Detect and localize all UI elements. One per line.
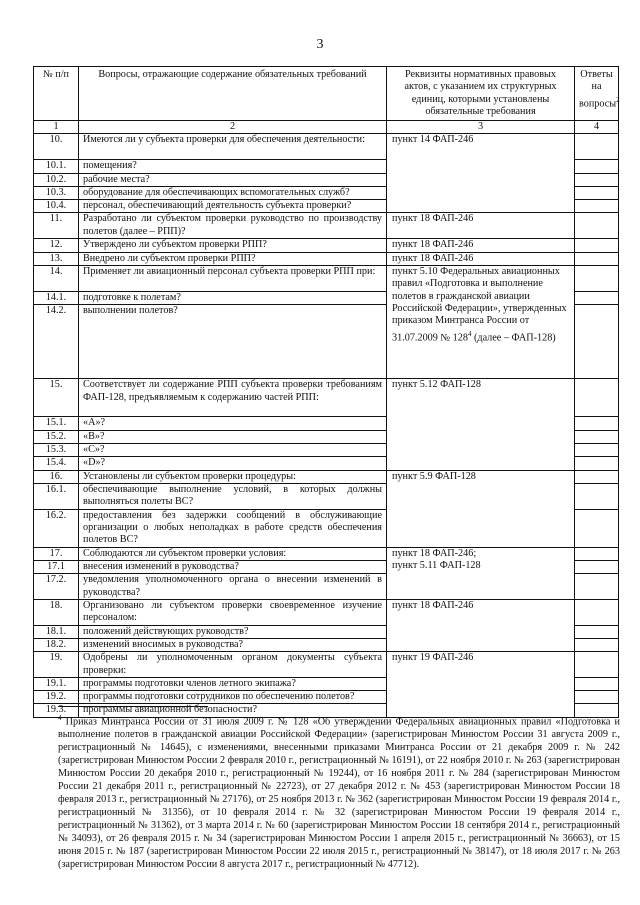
row-number: 15.4. — [34, 457, 79, 470]
row-number: 15.3. — [34, 443, 79, 456]
answer-cell[interactable] — [575, 430, 619, 443]
row-reference — [387, 652, 575, 717]
answer-cell[interactable] — [575, 638, 619, 651]
row-number: 14.2. — [34, 305, 79, 379]
answer-cell[interactable] — [575, 305, 619, 379]
row-question: «A»? — [79, 417, 387, 430]
row-number: 17.2. — [34, 574, 79, 600]
row-number: 10.1. — [34, 160, 79, 173]
answer-cell[interactable] — [575, 483, 619, 509]
reference-text: пункт 14 ФАП-246 — [392, 134, 474, 146]
row-reference — [387, 266, 575, 379]
header-answer-sup: 2 — [616, 95, 620, 104]
answer-cell[interactable] — [575, 600, 619, 626]
row-number: 13. — [34, 252, 79, 265]
row-number: 10.4. — [34, 200, 79, 213]
answer-cell[interactable] — [575, 213, 619, 239]
reference-text: пункт 18 ФАП-246 — [392, 213, 474, 225]
row-reference — [387, 239, 575, 252]
header-num: № п/п — [34, 67, 79, 121]
row-number: 10. — [34, 134, 79, 160]
table-row — [34, 470, 619, 483]
index-cell: 3 — [387, 121, 575, 134]
index-cell: 4 — [575, 121, 619, 134]
row-number: 19. — [34, 652, 79, 678]
row-number: 16.2. — [34, 509, 79, 547]
row-number: 19.3. — [34, 704, 79, 717]
row-question: Одобрены ли уполномоченным органом документы субъекта проверки: — [79, 652, 387, 678]
answer-cell[interactable] — [575, 266, 619, 292]
row-number: 14. — [34, 266, 79, 292]
row-question: Установлены ли субъектом проверки процедуры: — [79, 470, 387, 483]
row-question: «C»? — [79, 443, 387, 456]
reference-text: пункт 18 ФАП-246; — [392, 547, 477, 559]
row-question: Соответствует ли содержание РПП субъекта проверки требованиям ФАП-128, предъявляемым к содержанию частей РПП: — [79, 379, 387, 417]
row-question: обеспечивающие выполнение условий, в которых должны выполняться полеты ВС? — [79, 483, 387, 509]
row-question: программы подготовки членов летного экипажа? — [79, 677, 387, 690]
answer-cell[interactable] — [575, 547, 619, 560]
row-question: «B»? — [79, 430, 387, 443]
table-row — [34, 266, 619, 292]
row-number: 16.1. — [34, 483, 79, 509]
row-reference — [387, 213, 575, 239]
reference-sup: 4 — [467, 329, 472, 338]
row-question: выполнении полетов? — [79, 305, 387, 379]
reference-text: пункт 18 ФАП-246 — [392, 252, 474, 264]
row-number: 14.1. — [34, 292, 79, 305]
row-number: 18. — [34, 600, 79, 626]
row-number: 10.2. — [34, 173, 79, 186]
answer-cell[interactable] — [575, 625, 619, 638]
index-cell: 2 — [79, 121, 387, 134]
answer-cell[interactable] — [575, 691, 619, 704]
row-question: внесения изменений в руководства? — [79, 561, 387, 574]
answer-cell[interactable] — [575, 417, 619, 430]
row-question: Имеются ли у субъекта проверки для обеспечения деятельности: — [79, 134, 387, 160]
answer-cell[interactable] — [575, 443, 619, 456]
row-question: Соблюдаются ли субъектом проверки условия: — [79, 547, 387, 560]
reference-text: пункт 5.12 ФАП-128 — [392, 379, 481, 391]
reference-text: пункт 18 ФАП-246 — [392, 600, 474, 612]
answer-cell[interactable] — [575, 292, 619, 305]
answer-cell[interactable] — [575, 652, 619, 678]
row-number: 15.2. — [34, 430, 79, 443]
row-question: подготовке к полетам? — [79, 292, 387, 305]
row-question: Организовано ли субъектом проверки своевременное изучение персоналом: — [79, 600, 387, 626]
row-question: оборудование для обеспечивающих вспомогательных служб? — [79, 186, 387, 199]
row-reference — [387, 252, 575, 265]
footnote — [58, 712, 620, 871]
row-number: 12. — [34, 239, 79, 252]
row-question: положений действующих руководств? — [79, 625, 387, 638]
table-row — [34, 600, 619, 626]
row-question: уведомления уполномоченного органа о внесении изменений в руководства? — [79, 574, 387, 600]
row-number: 17.1 — [34, 561, 79, 574]
row-number: 15. — [34, 379, 79, 417]
table-header-row — [34, 67, 619, 121]
page-number: 3 — [316, 37, 324, 52]
reference-text: пункт 5.10 Федеральных авиационных правил «Подготовка и выполнение полетов в гражданской авиации Российской Федерации», утвержденных приказом Минтранса России от 31.07.2009 № 128 — [392, 266, 567, 343]
answer-cell[interactable] — [575, 677, 619, 690]
reference-text-tail: (далее – ФАП-128) — [471, 331, 556, 343]
row-question: программы подготовки сотрудников по обеспечению полетов? — [79, 691, 387, 704]
answer-cell[interactable] — [575, 160, 619, 173]
reference-text: пункт 5.11 ФАП-128 — [392, 560, 481, 572]
row-number: 11. — [34, 213, 79, 239]
row-question: программы авиационной безопасности? — [79, 704, 387, 717]
answer-cell[interactable] — [575, 173, 619, 186]
row-question: Утверждено ли субъектом проверки РПП? — [79, 239, 387, 252]
table-row — [34, 134, 619, 160]
header-ref: Реквизиты нормативных правовых актов, с указанием их структурных единиц, которыми установлены обязательные требования — [387, 67, 575, 121]
table-row — [34, 239, 619, 252]
reference-text: пункт 18 ФАП-246 — [392, 239, 474, 251]
footnote-text: Приказ Минтранса России от 31 июля 2009 г. № 128 «Об утверждении Федеральных авиационных правил «Подготовка и выполнение полетов в гражданской авиации Российской Федерации» (зарегистрирован Минюстом России 31 августа 2009 г., регистрационный № 14645), с изменениями, внесенными приказами Минтранса России от 21 декабря 2009 г. № 242 (зарегистрирован Минюстом России 2 февраля 2010 г., регистрационный № 16191), от 22 ноября 2010 г. № 263 (зарегистрирован Минюстом России 20 декабря 2010 г., регистрационный № 19244), от 16 ноября 2011 г. № 284 (зарегистрирован Минюстом России 21 декабря 2011 г., регистрационный № 22723), от 27 декабря 2012 г. № 453 (зарегистрирован Минюстом России 18 февраля 2013 г., регистрационный № 27176), от 25 ноября 2013 г. № 362 (зарегистрирован Минюстом России 19 февраля 2014 г., регистрационный № 31356), от 10 февраля 2014 г. № 32 (зарегистрирован Минюстом России 19 февраля 2014 г., регистрационный № 31362), от 3 марта 2014 г. № 60 (зарегистрирован Минюстом России 18 сентября 2014 г., регистрационный № 34093), от 26 февраля 2015 г. № 34 (зарегистрирован Минюстом России 1 апреля 2015 г., регистрационный № 36663), от 15 июня 2015 г. № 187 (зарегистрирован Минюстом России 22 июля 2015 г., регистрационный № 38147), от 18 июля 2017 г. № 263 (зарегистрирован Минюстом России 8 августа 2017 г., регистрационный № 47712). — [58, 716, 620, 871]
table-row — [34, 252, 619, 265]
answer-cell[interactable] — [575, 574, 619, 600]
row-reference — [387, 547, 575, 599]
answer-cell[interactable] — [575, 379, 619, 417]
row-question: предоставления без задержки сообщений в обслуживающие организации о любых неполадках в работе средств обеспечения полетов ВС? — [79, 509, 387, 547]
row-question: рабочие места? — [79, 173, 387, 186]
answer-cell[interactable] — [575, 561, 619, 574]
row-number: 15.1. — [34, 417, 79, 430]
table-index-row — [34, 121, 619, 134]
row-question: Внедрено ли субъектом проверки РПП? — [79, 252, 387, 265]
table-row — [34, 652, 619, 678]
row-question: персонал, обеспечивающий деятельность субъекта проверки? — [79, 200, 387, 213]
row-question: «D»? — [79, 457, 387, 470]
reference-text: пункт 5.9 ФАП-128 — [392, 470, 476, 482]
reference-text: пункт 19 ФАП-246 — [392, 652, 474, 664]
header-answer-text: Ответы на вопросы — [579, 69, 617, 109]
row-question: изменений вносимых в руководства? — [79, 638, 387, 651]
row-number: 10.3. — [34, 186, 79, 199]
requirements-table — [33, 66, 619, 718]
row-reference — [387, 134, 575, 213]
answer-cell[interactable] — [575, 239, 619, 252]
answer-cell[interactable] — [575, 457, 619, 470]
table-row — [34, 379, 619, 417]
row-number: 18.2. — [34, 638, 79, 651]
footnote-mark: 4 — [58, 714, 62, 722]
index-cell: 1 — [34, 121, 79, 134]
answer-cell[interactable] — [575, 134, 619, 160]
row-question: Разработано ли субъектом проверки руководство по производству полетов (далее – РПП)? — [79, 213, 387, 239]
row-number: 19.2. — [34, 691, 79, 704]
row-reference — [387, 600, 575, 652]
row-question: Применяет ли авиационный персонал субъекта проверки РПП при: — [79, 266, 387, 292]
row-reference — [387, 470, 575, 547]
header-answer — [575, 67, 619, 121]
row-number: 16. — [34, 470, 79, 483]
answer-cell[interactable] — [575, 509, 619, 547]
answer-cell[interactable] — [575, 186, 619, 199]
answer-cell[interactable] — [575, 470, 619, 483]
row-number: 19.1. — [34, 677, 79, 690]
row-reference — [387, 379, 575, 470]
table-row — [34, 213, 619, 239]
answer-cell[interactable] — [575, 200, 619, 213]
row-number: 18.1. — [34, 625, 79, 638]
table-row — [34, 547, 619, 560]
header-question: Вопросы, отражающие содержание обязательных требований — [79, 67, 387, 121]
row-number: 17. — [34, 547, 79, 560]
row-question: помещения? — [79, 160, 387, 173]
footnote-separator — [58, 706, 208, 707]
answer-cell[interactable] — [575, 252, 619, 265]
